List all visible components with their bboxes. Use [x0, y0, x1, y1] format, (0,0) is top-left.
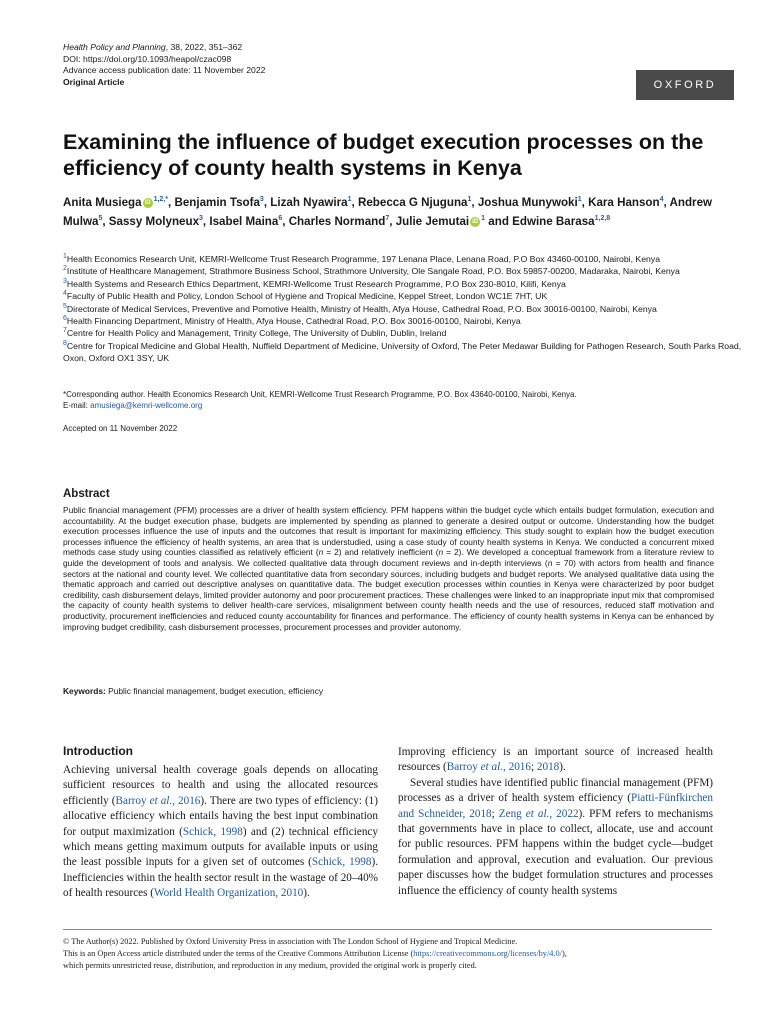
citation-link[interactable]: World Health Organization, 2010: [154, 887, 304, 900]
author-affiliation-marker[interactable]: 4: [659, 196, 664, 204]
affiliation-item: [63, 303, 743, 315]
citation-link[interactable]: Piatti-Fünfkirchen and Schneider, 2018: [398, 792, 713, 820]
abstract-heading: Abstract: [63, 488, 110, 500]
license-footer: [63, 936, 743, 972]
affiliation-item: [63, 327, 743, 339]
affiliation-text: Health Systems and Research Ethics Department, KEMRI-Wellcome Trust Research Programme, P.O Box 230-8010, Kilifi, Kenya: [66, 278, 566, 289]
affiliation-item: [63, 290, 743, 302]
author-affiliation-marker[interactable]: 1: [577, 196, 582, 204]
journal-name: Health Policy and Planning: [63, 42, 166, 52]
affiliation-item: [63, 340, 743, 365]
author-affiliation-marker[interactable]: 1: [467, 196, 472, 204]
affiliation-number: 5: [63, 302, 67, 310]
affiliation-text: Centre for Tropical Medicine and Global Health, Nuffield Department of Medicine, University of Oxford, The Peter Medawar Building for Pathogen Research, South Parks Road, Oxon, Oxford OX1 3SY, UK: [63, 340, 742, 364]
author-affiliation-marker[interactable]: 3: [259, 196, 264, 204]
introduction-heading: Introduction: [63, 744, 133, 758]
author-name[interactable]: Julie Jemutai: [395, 215, 470, 228]
abstract-text: Public financial management (PFM) processes are a driver of health system efficiency. PFM happens within the budget cycle which entails budget formulation, execution and accountability. At the budget execution phase, budgets are implemented by spending as planned to generate a desired output or outcome. Understanding how the budget execution processes influence the use of inputs and the outcomes that result is important for maximizing efficiency. This study sought to explain how the budget execution processes influence the efficiency of health systems, an area that is understudied, using a case study of county health systems in Kenya. We conducted a concurrent mixed methods case study using counties classified as relatively efficient (n = 2) and relatively inefficient (n = 2). We developed a conceptual framework from a literature review to guide the development of tools and analysis. We collected qualitative data through document reviews and in-depth interviews (n = 70) with actors from health and finance sectors at the national and county level. We collected quantitative data from secondary sources, including budgets and budget reports. We analysed qualitative data using the thematic approach and carried out descriptive analyses on quantitative data. The budget execution processes within counties in Kenya were characterized by poor budget credibility, cash disbursement delays, limited provider autonomy and poor procurement practices. These challenges were linked to an inappropriate input mix that compromised the capacity of county health systems to deliver health-care services, misalignment between county health needs and the use of resources, reduced staff motivation and productivity, procurement inefficiencies and reduced county accountability for finances and performance. The efficiency of county health systems in Kenya can be enhanced by improving budget credibility, cash disbursement processes, procurement processes and provider autonomy.: [63, 505, 714, 632]
corresponding-author: [63, 389, 743, 411]
author-name[interactable]: Isabel Maina: [209, 215, 279, 228]
orcid-icon[interactable]: iD: [472, 218, 479, 225]
affiliation-text: Centre for Health Policy and Management, Trinity College, The University of Dublin, Dublin, Ireland: [66, 328, 447, 339]
author-affiliation-marker[interactable]: 1,2,*: [153, 196, 168, 204]
citation-block: [63, 42, 265, 88]
affiliation-item: [63, 278, 743, 290]
affiliation-text: Faculty of Public Health and Policy, London School of Hygiene and Tropical Medicine, Keppel Street, London WC1E 7HT, UK: [66, 291, 548, 302]
citation-link[interactable]: Schick, 1998: [311, 856, 372, 869]
author-name[interactable]: Kara Hanson: [588, 196, 660, 209]
affiliation-number: 6: [63, 315, 67, 323]
author-affiliation-marker[interactable]: 1,2,8: [594, 215, 611, 223]
affiliation-text: Health Economics Research Unit, KEMRI-Wellcome Trust Research Programme, 197 Lenana Place, Lenana Road, P.O Box 43460-00100, Nairobi, Kenya: [66, 254, 661, 264]
affiliation-number: 1: [63, 253, 67, 261]
affiliation-number: 7: [63, 327, 67, 335]
license-text-end: ),: [561, 949, 567, 958]
citation-link[interactable]: Barroy et al., 2016: [446, 761, 531, 774]
author-name[interactable]: Anita Musiega: [63, 196, 142, 209]
keywords-label: Keywords:: [63, 686, 106, 696]
copyright-line: © The Author(s) 2022. Published by Oxford University Press in association with The London School of Hygiene and Tropical Medicine.: [63, 937, 518, 946]
affiliation-item: [63, 315, 743, 327]
affiliation-number: 8: [63, 339, 67, 347]
affiliations: [63, 253, 743, 365]
citation-link[interactable]: Schick, 1998: [182, 825, 243, 838]
oxford-logo: OXFORD: [636, 70, 734, 100]
affiliation-number: 3: [63, 277, 67, 285]
author-name[interactable]: Sassy Molyneux: [108, 215, 200, 228]
author-affiliation-marker[interactable]: 3: [199, 215, 203, 223]
citation-link[interactable]: Barroy et al., 2016: [115, 794, 201, 807]
author-list: Anita Musiega iD $^{1,2,*}$, Benjamin Tsofa$^3$, Lizah Nyawira$^1$, Rebecca G Njuguna$^1$, Joshua Munywoki$^1$, Kara Hanson$^4$, Andrew Mulwa$^5$, Sassy Molyneux$^3$, Isabel Maina$^6$, Charles Normand$^7$, Julie Jemutai iD $^1$ and Edwine Barasa$^{1,2,8}$: [63, 196, 713, 228]
author-name[interactable]: Charles Normand: [288, 215, 386, 228]
intro-paragraph-3: Several studies have identified public financial management (PFM) processes as a driver of health system efficiency (Piatti-Fünfkirchen and Schneider, 2018; Zeng et al., 2022). PFM refers to mechanisms that governments have in place to collect, allocate, use and account for public resources. PFM happens within the budget cycle—budget formulation and approval, execution and evaluation. Our previous paper discusses how the budget formulation structures and processes influence the efficiency of county health systems: [398, 776, 713, 897]
affiliation-text: Health Financing Department, Ministry of Health, Afya House, Cathedral Road, P.O. Box 30016-00100, Nairobi, Kenya: [66, 316, 521, 327]
author-name[interactable]: Andrew Mulwa: [63, 196, 713, 228]
license-text: This is an Open Access article distributed under the terms of the Creative Commons Attribution License (: [63, 949, 414, 958]
author-name[interactable]: Joshua Munywoki: [477, 196, 578, 209]
affiliation-item: [63, 253, 743, 265]
author-affiliation-marker[interactable]: 1: [481, 215, 486, 223]
affiliation-number: 2: [63, 265, 67, 273]
author-affiliation-marker[interactable]: 5: [98, 215, 103, 223]
author-name[interactable]: Lizah Nyawira: [270, 196, 348, 209]
affiliation-item: [63, 265, 743, 277]
affiliation-number: 4: [63, 290, 67, 298]
author-affiliation-marker[interactable]: 1: [347, 196, 352, 204]
article-type: Original Article: [63, 76, 125, 87]
footer-divider: [63, 929, 712, 930]
affiliation-text: Institute of Healthcare Management, Strathmore Business School, Strathmore University, Ole Sangale Road, P.O. Box 59857-00200, Madaraka, Nairobi, Kenya: [66, 266, 680, 277]
intro-paragraph-2: Improving efficiency is an important source of increased health resources (Barroy et al., 2016; 2018).: [398, 746, 713, 774]
keywords: [63, 686, 714, 696]
advance-access-date: Advance access publication date: 11 November 2022: [63, 65, 266, 75]
intro-paragraph-1: Achieving universal health coverage goals depends on allocating sufficient resources to health and using the allocated resources efficiently (Barroy et al., 2016). There are two types of efficiency: (1) allocative efficiency which entails having the best input combination for output maximization (Schick, 1998) and (2) technical efficiency which means getting maximum outputs for available inputs or using the least possible inputs for a given set of outcomes (Schick, 1998). Inefficiencies within the health sector result in the wastage of 20–40% of health resources (World Health Organization, 2010).: [63, 764, 379, 900]
citation-details: , 38, 2022, 351–362: [165, 42, 243, 52]
citation-link[interactable]: 2018: [536, 761, 560, 774]
author-name[interactable]: Edwine Barasa: [512, 215, 595, 228]
accepted-date: Accepted on 11 November 2022: [63, 424, 178, 433]
intro-column-1: [63, 763, 378, 902]
author-name[interactable]: Benjamin Tsofa: [174, 196, 260, 209]
citation-link[interactable]: Zeng et al., 2022: [498, 807, 579, 820]
author-affiliation-marker[interactable]: 7: [385, 215, 390, 223]
author-affiliation-marker[interactable]: 6: [278, 215, 283, 223]
license-link[interactable]: https://creativecommons.org/licenses/by/4.0/: [413, 949, 562, 958]
author-name[interactable]: Rebecca G Njuguna: [357, 196, 468, 209]
orcid-icon[interactable]: iD: [144, 199, 151, 206]
email-label: E-mail:: [63, 401, 91, 410]
affiliation-text: Directorate of Medical Services, Preventive and Pomotive Health, Ministry of Health, Afya House, Cathedral Road, P.O. Box 30016-00100, Nairobi, Kenya: [66, 303, 657, 314]
doi[interactable]: DOI: https://doi.org/10.1093/heapol/czac098: [63, 53, 232, 64]
license-terms: which permits unrestricted reuse, distribution, and reproduction in any medium, provided the original work is properly cited.: [63, 961, 477, 970]
corresponding-address: *Corresponding author. Health Economics Research Unit, KEMRI-Wellcome Trust Research Programme, P.O. Box 43640-00100, Nairobi, Kenya.: [63, 390, 577, 399]
article-title: Examining the influence of budget execution processes on the efficiency of county health systems in Kenya: [63, 130, 704, 180]
intro-column-2: [398, 745, 713, 899]
email-link[interactable]: amusiega@kemri-wellcome.org: [90, 401, 203, 410]
keywords-list: Public financial management, budget execution, efficiency: [105, 686, 324, 696]
